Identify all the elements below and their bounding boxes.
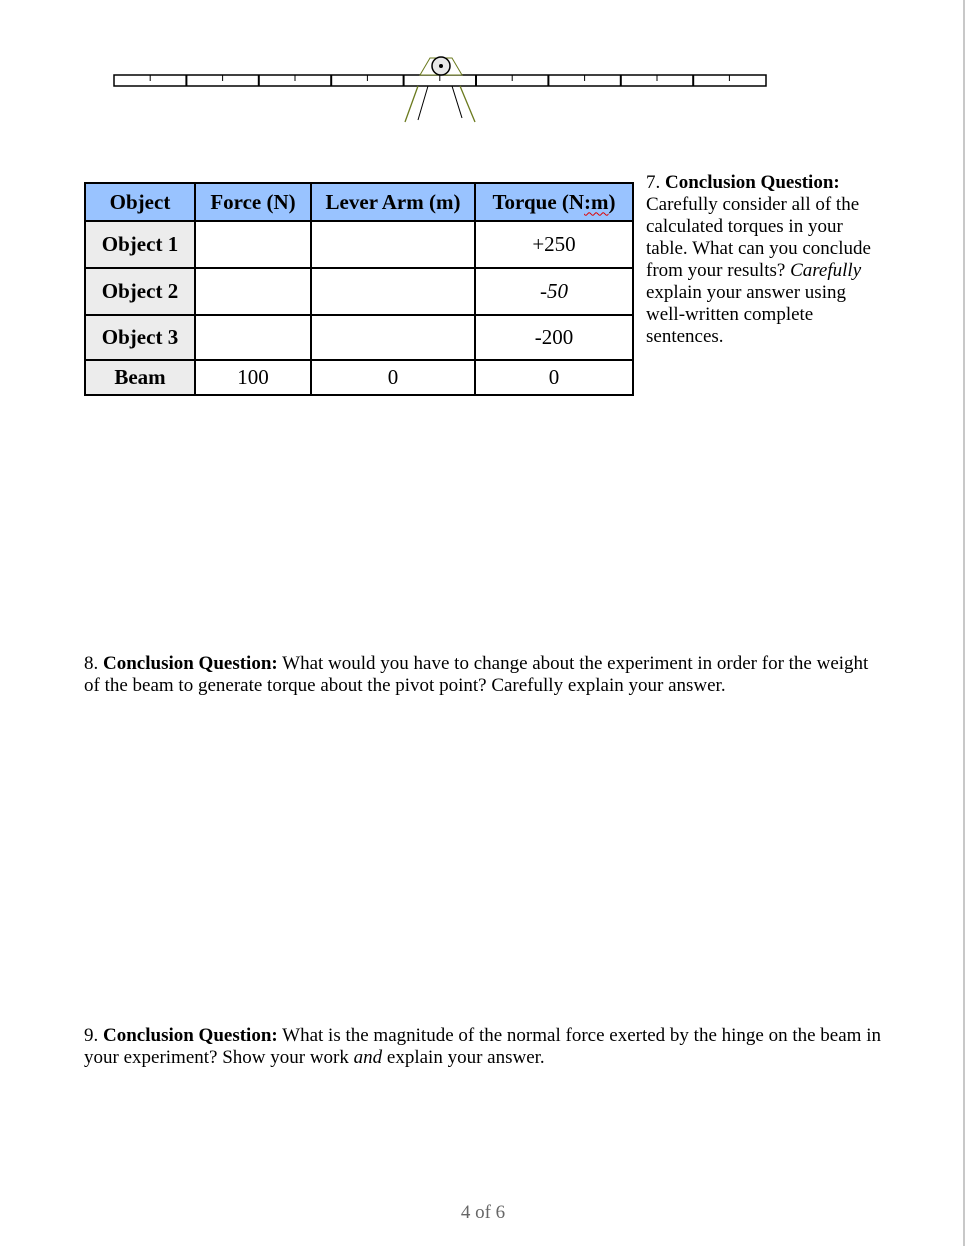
force-cell: 100 — [195, 360, 311, 395]
header-object: Object — [85, 183, 195, 221]
table-row — [85, 315, 633, 360]
question-8 — [84, 653, 884, 697]
question-9 — [84, 1025, 884, 1069]
force-cell — [195, 315, 311, 360]
row-object-label: Beam — [85, 360, 195, 395]
question-number: 9. — [84, 1025, 99, 1046]
table-header-row — [85, 183, 633, 221]
torque-table — [84, 182, 634, 396]
question-heading: Conclusion Question: — [103, 653, 278, 674]
question-number: 8. — [84, 653, 99, 674]
question-text: What is the magnitude of the normal force exerted by the hinge on the beam in your experiment? Show your work — [84, 1025, 881, 1068]
header-torque: Torque (N:m) — [475, 183, 633, 221]
header-force: Force (N) — [195, 183, 311, 221]
question-emphasis: and — [353, 1047, 383, 1068]
header-lever-arm: Lever Arm (m) — [311, 183, 475, 221]
torque-cell: -200 — [475, 315, 633, 360]
question-text: What would you have to change about the experiment in order for the weight of the beam to generate torque about the pivot point? Carefully explain your answer. — [84, 653, 869, 696]
question-text: Carefully consider all of the calculated torques in your table. What can you conclude from your results? — [646, 194, 871, 281]
torque-cell: 0 — [475, 360, 633, 395]
question-7 — [646, 172, 886, 348]
question-heading: Conclusion Question: — [103, 1025, 278, 1046]
question-emphasis: Carefully — [790, 260, 862, 281]
page-edge — [963, 0, 965, 1246]
table-row — [85, 221, 633, 268]
lever-arm-cell: 0 — [311, 360, 475, 395]
row-object-label: Object 1 — [85, 221, 195, 268]
row-object-label: Object 3 — [85, 315, 195, 360]
table-row — [85, 360, 633, 395]
question-text: explain your answer using well-written complete sentences. — [646, 282, 846, 347]
beam-pivot-diagram — [0, 0, 966, 130]
torque-cell: +250 — [475, 221, 633, 268]
pivot-hinge-icon — [432, 57, 450, 75]
table-row — [85, 268, 633, 315]
lever-arm-cell — [311, 315, 475, 360]
lever-arm-cell — [311, 221, 475, 268]
meter-stick-beam — [114, 75, 766, 86]
torque-cell: -50 — [475, 268, 633, 315]
row-object-label: Object 2 — [85, 268, 195, 315]
force-cell — [195, 268, 311, 315]
question-text: explain your answer. — [386, 1047, 545, 1068]
force-cell — [195, 221, 311, 268]
page-number: 4 of 6 — [460, 1202, 506, 1223]
question-number: 7. — [646, 172, 661, 193]
lever-arm-cell — [311, 268, 475, 315]
question-heading: Conclusion Question: — [665, 172, 840, 193]
